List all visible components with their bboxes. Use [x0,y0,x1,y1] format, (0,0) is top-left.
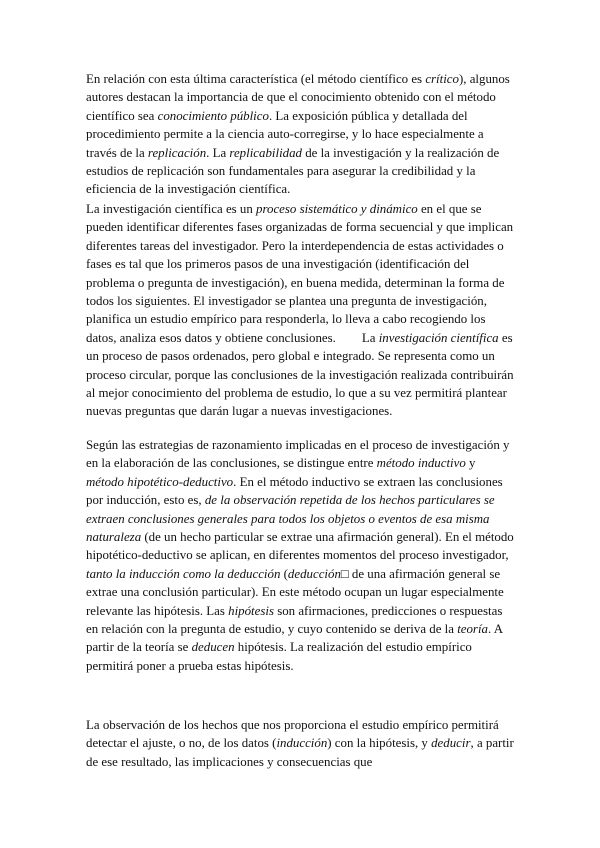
text-run: Según las estrategias de razonamiento implicadas en el proceso de investigación y en la elaboración de las conclusiones, se distingue entre [86,438,510,471]
italic-term: de la observación repetida de los hechos particulares se extraen conclusiones generales para todos los objetos o eventos de esa misma naturaleza [86,493,495,545]
paragraph-4 [86,716,516,771]
italic-term: replicabilidad [229,145,302,160]
text-run: . A partir de la teoría se [86,622,503,655]
text-run: La investigación científica es un [86,202,257,216]
italic-term: tanto la inducción como la deducción [86,566,281,581]
text-run: es un proceso de pasos ordenados, pero global e integrado. Se representa como un proceso circular, porque las conclusiones de la investigación realizada contribuirán al mejor conocimiento del problema de estudio, lo que a su vez permitirá plantear nuevas preguntas que darán lugar a nuevas investigaciones. [86,330,514,419]
text-run: y [465,456,476,471]
text-run: son afirmaciones, predicciones o respuestas en relación con la pregunta de estudio, y cuyo contenido se deriva de la [86,603,503,637]
italic-term: investigación científica [378,330,499,345]
italic-term: proceso sistemático y dinámico [256,202,418,216]
text-run: En relación con esta última característica (el método científico es [86,72,426,86]
text-run: ( [280,566,288,581]
text-run: La [361,330,379,345]
text-run: . En el método inductivo se extraen las conclusiones por inducción, esto es, [86,474,503,508]
italic-term: método hipotético-deductivo [86,474,234,489]
italic-term: deducir [431,736,471,751]
paragraph-2 [86,200,516,421]
italic-term: replicación [147,145,207,160]
text-run: . La exposición pública y detallada del procedimiento permite a la ciencia auto-corregirse, y lo hace especialmente a través de la [86,108,484,160]
text-run: . La [206,145,230,160]
text-run: ), algunos autores destacan la importancia de que el conocimiento obtenido con el método científico sea [86,72,510,123]
paragraph-1 [86,70,516,199]
text-run: □ de una afirmación general se extrae una conclusión particular). En este método ocupan un lugar especialmente relevante las hipótesis. Las [86,566,504,618]
text-run: de la investigación y la realización de estudios de replicación son fundamentales para asegurar la credibilidad y la eficiencia de la investigación científica. [86,145,500,197]
italic-term: método inductivo [376,456,466,471]
italic-term: deducción [287,566,341,581]
italic-term: crítico [425,72,459,86]
text-run: en el que se pueden identificar diferentes fases organizadas de forma secuencial y que implican diferentes tareas del investigador. Pero la interdependencia de estas actividades o fases es tal que los primeros pasos de una investigación (identificación del problema o pregunta de investigación), en buena medida, determinan la forma de todos los siguientes. El investigador se plantea una pregunta de investigación, planifica un estudio empírico para responderla, lo lleva a cabo recogiendo los datos, analiza esos datos y obtiene conclusiones. [86,202,514,345]
italic-term: teoría [457,622,488,637]
text-run: La observación de los hechos que nos proporciona el estudio empírico permitirá detectar el ajuste, o no, de los datos ( [86,718,499,751]
italic-term: conocimiento público [157,108,269,123]
text-run: ) con la hipótesis, y [327,736,432,751]
italic-term: hipótesis [228,603,274,618]
italic-term: inducción [276,736,328,751]
paragraph-3 [86,436,516,675]
italic-term: deducen [191,640,235,655]
text-run: , a partir de ese resultado, las implicaciones y consecuencias que [86,736,514,769]
text-run: hipótesis. La realización del estudio empírico permitirá poner a prueba estas hipótesis. [86,640,472,673]
text-run: (de un hecho particular se extrae una afirmación general). En el método hipotético-deductivo se aplican, en diferentes momentos del proceso investigador, [86,530,514,563]
